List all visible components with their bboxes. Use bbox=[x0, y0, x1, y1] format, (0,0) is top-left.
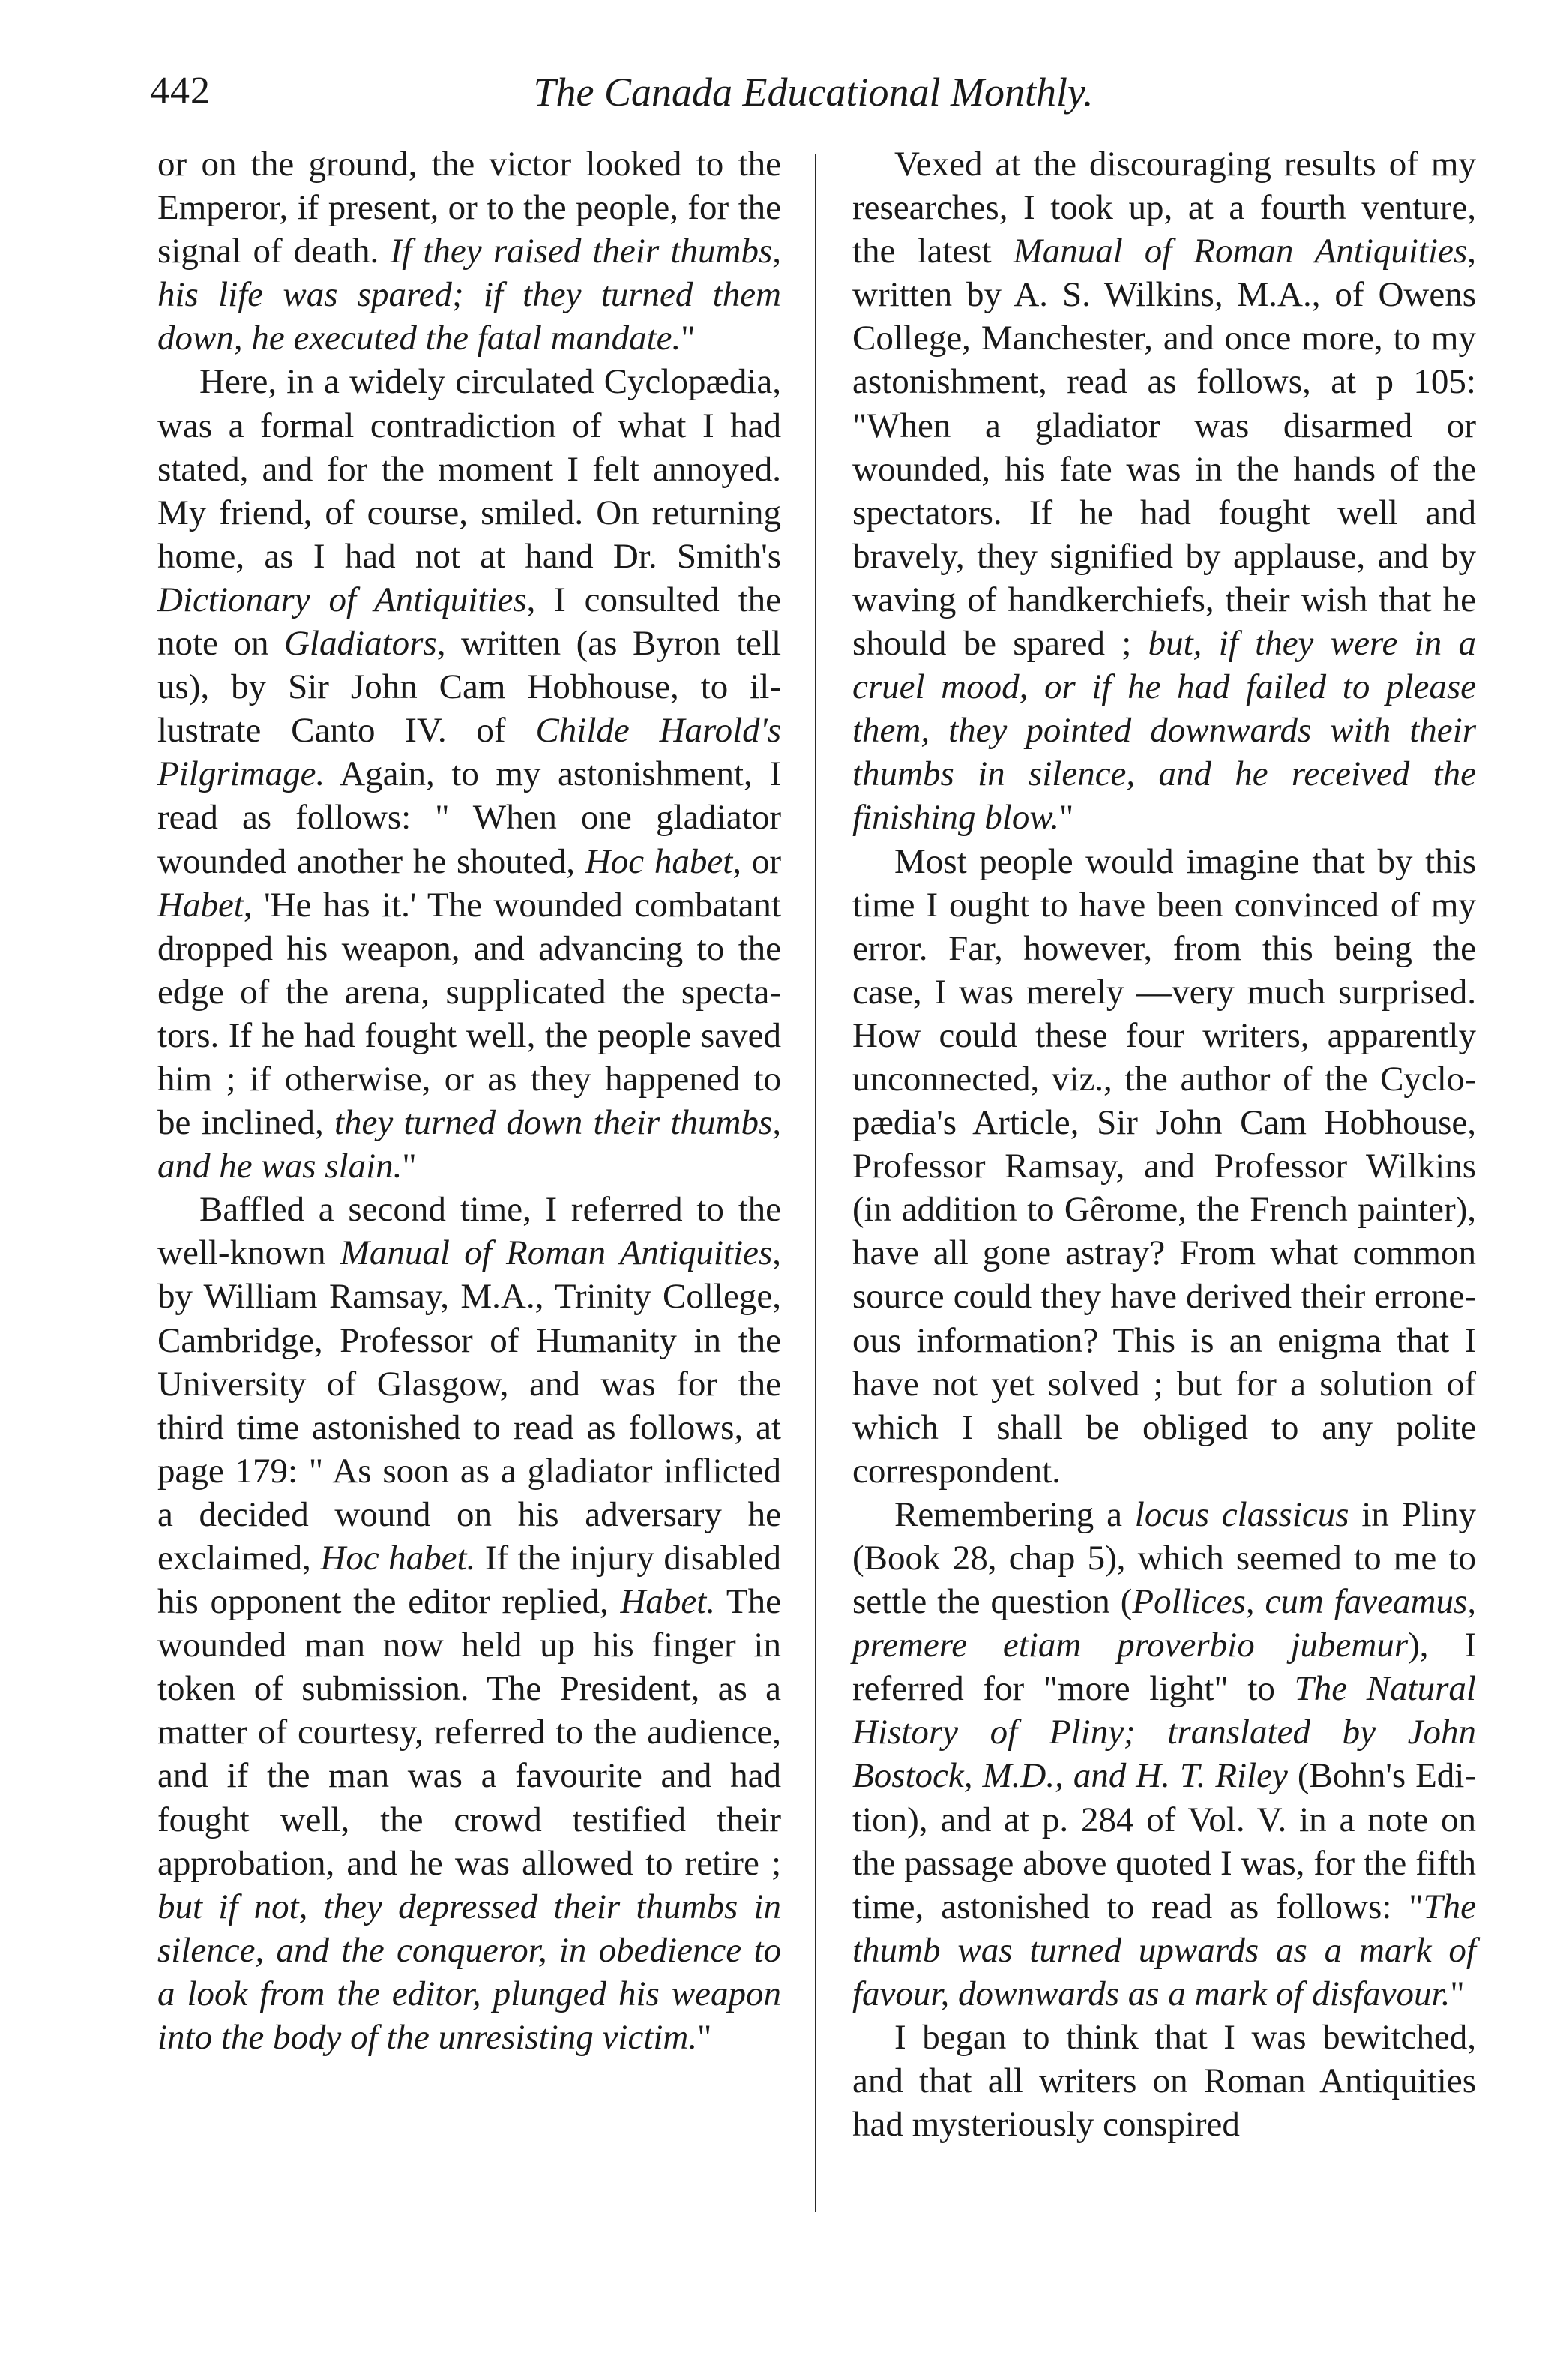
right-paragraph-1: Vexed at the discouraging results of my researches, I took up, at a fourth venture, the latest Manual of Roman Antiquities, written by A. S. Wilkins, M.A., of Owens College, Manchester, and once more, to my astonishment, read as follows, at p 105: "When a gladiator was disarmed or wounded, his fate was in the hands of the spectators. If he had fought well and bravely, they signified by applause, and by waving of handkerchiefs, their wish that he should be spared ; but, if they were in a cruel mood, or if he had failed to please them, they pointed downwards with their thumbs in silence, and he received the finishing blow." bbox=[852, 145, 1476, 838]
left-paragraph-3: Baffled a second time, I referred to the well-known Manual of Roman Antiquities, by William Ramsay, M.A., Trinity College, Cambridge, Professor of Humanity in the University of Glasgow, and was for the third time astonished to read as follows, at page 179: " As soon as a gladiator inflicted a decided wound on his adversary he exclaimed, Hoc habet. If the injury disabled his opponent the editor replied, Habet. The wounded man now held up his finger in token of submission. The President, as a matter of courtesy, referred to the audience, and if the man was a favourite and had fought well, the crowd testified their approbation, and he was allowed to retire ; but if not, they depressed their thumbs in silence, and the conqueror, in obedience to a look from the editor, plunged his weapon into the body of the unresisting victim." bbox=[157, 1190, 781, 2058]
left-column bbox=[157, 142, 781, 2059]
left-paragraph-2: Here, in a widely circulated Cyclopædia, was a formal contradiction of what I had stated, and for the moment I felt annoyed. My friend, of course, smiled. On returning home, as I had not at hand Dr. Smith's Dictionary of Antiquities, I consulted the note on Gladiators, written (as Byron tell us), by Sir John Cam Hobhouse, to illustrate Canto IV. of Childe Harold's Pilgrimage. Again, to my astonishment, I read as follows: " When one gladiator wounded another he shouted, Hoc habet, or Habet, 'He has it.' The wounded combatant dropped his weapon, and advancing to the edge of the arena, supplicated the spectators. If he had fought well, the people saved him ; if otherwise, or as they happened to be inclined, they turned down their thumbs, and he was slain." bbox=[157, 362, 782, 1186]
left-paragraph-1: or on the ground, the victor looked to the Emperor, if present, or to the people, for the signal of death. If they raised their thumbs, his life was spared; if they turned them down, he executed the fatal mandate." bbox=[157, 145, 781, 358]
page-number: 442 bbox=[150, 70, 211, 112]
page-header bbox=[150, 69, 1477, 121]
column-divider bbox=[815, 154, 816, 2212]
right-paragraph-4: I began to think that I was bewitched, and that all writers on Roman Antiquities had mysteriously conspired bbox=[852, 2018, 1476, 2145]
right-paragraph-2: Most people would imagine that by this time I ought to have been convinced of my error. Far, however, from this being the case, I was merely —very much surprised. How could these four writers, apparently unconnected, viz., the author of the Cyclopædia's Article, Sir John Cam Hobhouse, Professor Ramsay, and Professor Wilkins (in addition to Gêrome, the French painter), have all gone astray? From what common source could they have derived their erroneous information? This is an enigma that I have not yet solved ; but for a solution of which I shall be obliged to any polite correspondent. bbox=[852, 841, 1476, 1491]
right-column bbox=[852, 142, 1476, 2146]
running-title: The Canada Educational Monthly. bbox=[533, 70, 1094, 115]
right-paragraph-3: Remembering a locus classicus in Pliny (Book 28, chap 5), which seemed to me to settle the question (Pollices, cum faveamus, premere etiam proverbio jubemur), I referred for "more light" to The Natural History of Pliny; translated by John Bostock, M.D., and H. T. Riley (Bohn's Edition), and at p. 284 of Vol. V. in a note on the passage above quoted I was, for the fifth time, astonished to read as follows: "The thumb was turned upwards as a mark of favour, downwards as a mark of disfavour." bbox=[852, 1494, 1476, 2013]
